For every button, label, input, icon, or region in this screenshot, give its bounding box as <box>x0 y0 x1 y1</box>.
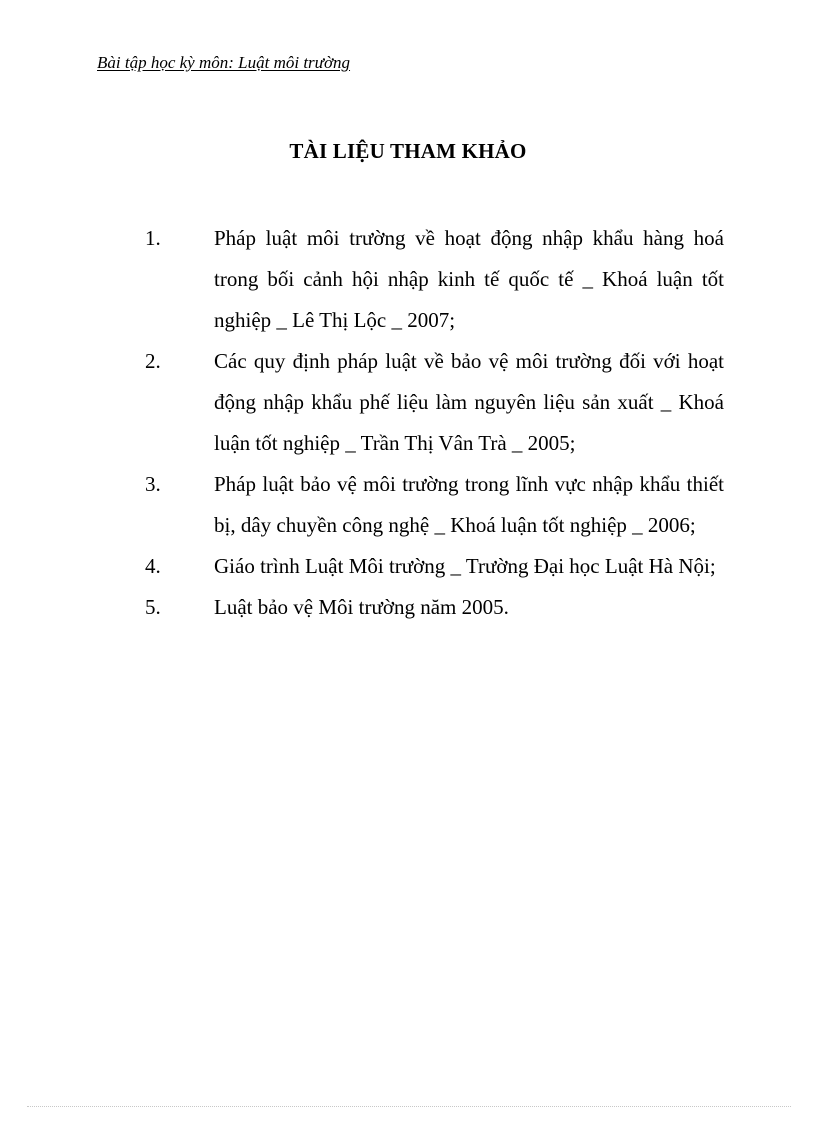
reference-number: 3. <box>145 472 161 496</box>
reference-number: 2. <box>145 349 161 373</box>
reference-item <box>0 341 816 464</box>
reference-text: Giáo trình Luật Môi trường _ Trường Đại học Luật Hà Nội; <box>214 554 716 578</box>
reference-list <box>0 218 816 628</box>
reference-number: 1. <box>145 226 161 250</box>
reference-item <box>0 546 816 587</box>
reference-number: 4. <box>145 554 161 578</box>
footer-divider <box>27 1106 791 1107</box>
page-title: TÀI LIỆU THAM KHẢO <box>289 139 527 163</box>
reference-item <box>0 587 816 628</box>
reference-item <box>0 464 816 546</box>
reference-text: Pháp luật bảo vệ môi trường trong lĩnh vực nhập khẩu thiết bị, dây chuyền công nghệ _ Khoá luận tốt nghiệp _ 2006; <box>214 472 724 537</box>
reference-text: Pháp luật môi trường về hoạt động nhập khẩu hàng hoá trong bối cảnh hội nhập kinh tế quốc tế _ Khoá luận tốt nghiệp _ Lê Thị Lộc _ 2007; <box>214 226 724 332</box>
reference-text: Các quy định pháp luật về bảo vệ môi trường đối với hoạt động nhập khẩu phế liệu làm nguyên liệu sản xuất _ Khoá luận tốt nghiệp _ Trần Thị Vân Trà _ 2005; <box>214 349 724 455</box>
reference-number: 5. <box>145 595 161 619</box>
reference-item <box>0 218 816 341</box>
running-header: Bài tập học kỳ môn: Luật môi trường <box>97 53 351 72</box>
reference-text: Luật bảo vệ Môi trường năm 2005. <box>214 595 509 619</box>
